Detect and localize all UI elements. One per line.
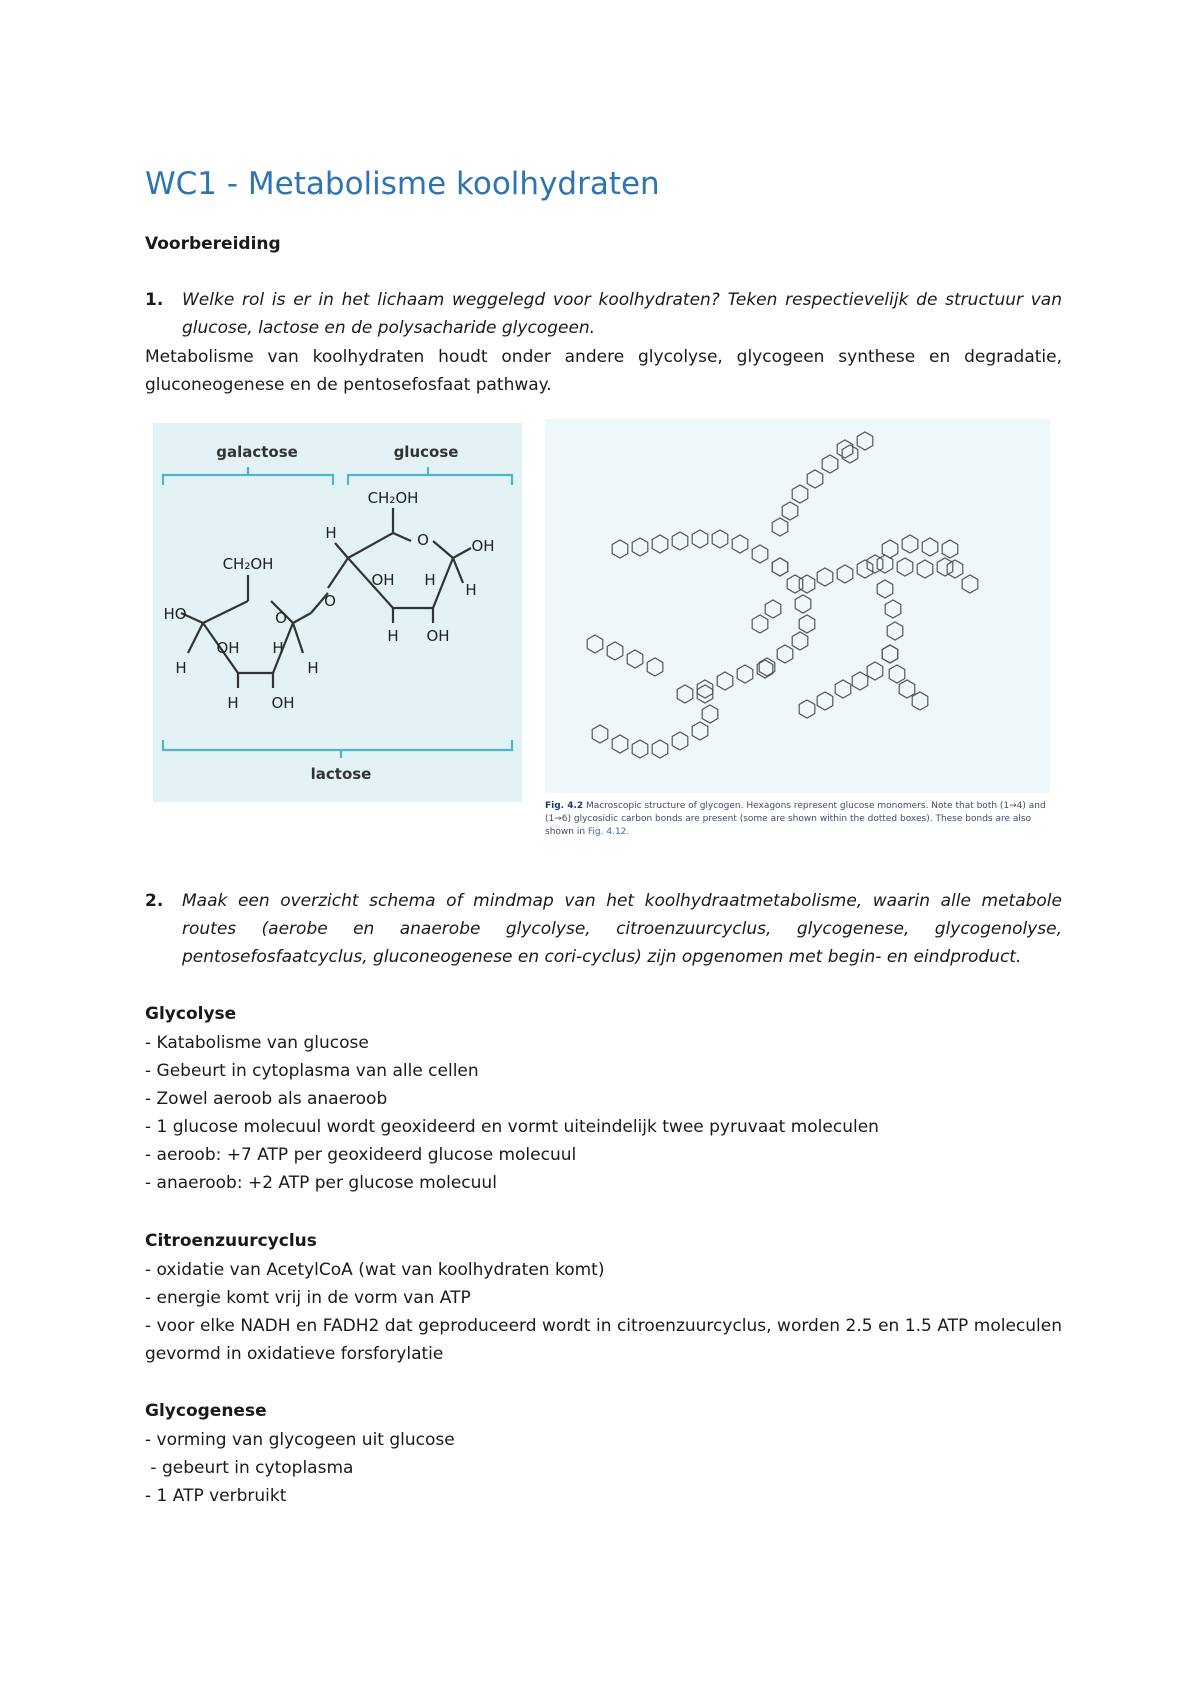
glucose-monomer-hexagon [857,432,873,450]
glycosidic-oxygen: O [324,592,336,610]
list-item: - gebeurt in cytoplasma [145,1458,354,1478]
glucose-monomer-hexagon [652,535,668,553]
question-2-text: Maak een overzicht schema of mindmap van het koolhydraatmetabolisme, waarin alle metabole routes (aerobe en anaerobe glycolyse, citroenzuurcyclus, glycogenese, glycogenolyse, pentosefosfaatcyclus, gluconeogenese en cori-cyclus) zijn opgenomen met begin- en eindproduct. [182,891,1062,967]
caption-text: Macroscopic structure of glycogen. Hexagons represent glucose monomers. Note that both (1→4) and (1→6) glycosidic carbon bonds are present (some are shown within the dotted boxes). These bonds are also shown in [545,801,1046,837]
glucose-monomer-hexagon [795,595,811,613]
glycolyse-list [145,1029,1062,1197]
glucose-monomer-hexagon [732,535,748,553]
glucose-monomer-hexagon [787,575,803,593]
glucose-h: H [424,571,436,589]
glucose-monomer-hexagon [672,532,688,550]
list-item: - 1 glucose molecuul wordt geoxideerd en vormt uiteindelijk twee pyruvaat moleculen [145,1117,879,1137]
glucose-monomer-hexagon [799,575,815,593]
glucose-monomer-hexagon [837,565,853,583]
glucose-bracket [348,467,512,485]
glucose-monomer-hexagon [917,560,933,578]
glucose-monomer-hexagon [937,558,953,576]
galactose-oh: OH [271,694,295,712]
glucose-monomer-hexagon [799,615,815,633]
glucose-monomer-hexagon [897,558,913,576]
glucose-monomer-hexagon [882,540,898,558]
glucose-monomer-hexagon [962,575,978,593]
glucose-monomer-hexagon [672,732,688,750]
glucose-monomer-hexagon [867,555,883,573]
glucose-monomer-hexagon [947,560,963,578]
glucose-monomer-hexagon [792,485,808,503]
glucose-monomer-hexagon [902,535,918,553]
glucose-monomer-hexagon [697,685,713,703]
glucose-monomer-hexagon [877,580,893,598]
glucose-h: H [387,627,399,645]
caption-figure-link[interactable]: Fig. 4.12. [587,827,630,837]
lactose-structure-drawing [153,423,522,802]
list-item: - Katabolisme van glucose [145,1033,369,1053]
glucose-monomer-hexagon [772,518,788,536]
glucose-monomer-hexagon [807,470,823,488]
glucose-monomer-hexagon [882,645,898,663]
glucose-monomer-hexagon [912,692,928,710]
glucose-monomer-hexagon [889,665,905,683]
question-1-answer: Metabolisme van koolhydraten houdt onder andere glycolyse, glycogeen synthese en degradatie, gluconeogenese en de pentosefosfaat pathway. [145,347,1062,395]
prep-heading: Voorbereiding [145,234,281,254]
galactose-h: H [227,694,239,712]
glucose-monomer-hexagon [942,540,958,558]
page-title: WC1 - Metabolisme koolhydraten [145,166,660,202]
galactose-ring-oxygen: O [275,609,287,627]
glucose-ring [348,533,453,608]
list-item: - energie komt vrij in de vorm van ATP [145,1288,471,1308]
glucose-label: glucose [393,443,459,461]
question-2-number: 2. [145,891,164,911]
glucose-monomer-hexagon [799,700,815,718]
lactose-structure-figure [153,423,522,802]
glucose-monomer-hexagon [922,538,938,556]
glucose-monomer-hexagon [702,705,718,723]
glucose-monomer-hexagon [632,538,648,556]
glucose-h: H [465,581,477,599]
lactose-label: lactose [310,765,372,783]
glucose-ring-oxygen: O [417,531,429,549]
glucose-monomer-hexagon [587,635,603,653]
caption-figure-number: Fig. 4.2 [545,801,584,811]
glucose-monomer-hexagon [627,650,643,668]
glucose-monomer-hexagon [697,680,713,698]
glucose-monomer-hexagon [899,680,915,698]
glucose-monomer-hexagon [792,632,808,650]
glucose-monomer-hexagon [772,558,788,576]
question-1-text: Welke rol is er in het lichaam weggelegd voor koolhydraten? Teken respectievelijk de structuur van glucose, lactose en de polysacharide glycogeen. [182,290,1062,338]
glucose-monomer-hexagon [612,735,628,753]
glucose-monomer-hexagon [822,455,838,473]
list-item: - vorming van glycogeen uit glucose [145,1430,455,1450]
glucose-monomer-hexagon [677,685,693,703]
glucose-monomer-hexagon [652,740,668,758]
galactose-bracket [163,467,333,485]
list-item: - 1 ATP verbruikt [145,1486,287,1506]
galactose-h: H [307,659,319,677]
glycogenese-list [145,1426,1062,1510]
glucose-monomer-hexagon [752,545,768,563]
glucose-monomer-hexagon [712,530,728,548]
galactose-ho: HO [163,605,187,623]
galactose-h: H [175,659,187,677]
glucose-ch2oh: CH₂OH [367,489,419,507]
glucose-monomer-hexagon [835,680,851,698]
glucose-monomer-hexagon [817,568,833,586]
glucose-monomer-hexagon [867,662,883,680]
galactose-label: galactose [216,443,298,461]
glucose-monomer-hexagon [777,645,793,663]
glucose-monomer-hexagon [737,665,753,683]
glucose-monomer-hexagon [632,740,648,758]
citroenzuurcyclus-heading: Citroenzuurcyclus [145,1231,317,1251]
glucose-monomer-hexagon [647,658,663,676]
glycogen-figure-caption [545,800,1050,839]
list-item: - anaeroob: +2 ATP per glucose molecuul [145,1173,497,1193]
glucose-monomer-hexagon [817,692,833,710]
lactose-bracket [163,740,512,758]
citroenzuurcyclus-list [145,1256,1062,1368]
glucose-monomer-hexagon [782,502,798,520]
glucose-monomer-hexagon [717,672,733,690]
galactose-oh: OH [216,639,240,657]
glucose-monomer-hexagon [885,600,901,618]
glucose-oh: OH [426,627,450,645]
glucose-monomer-hexagon [692,722,708,740]
glucose-monomer-hexagon [887,622,903,640]
glucose-monomer-hexagon [837,440,853,458]
glucose-monomer-hexagon [607,642,623,660]
glucose-monomer-hexagon [765,600,781,618]
glucose-monomer-hexagon [857,560,873,578]
galactose-h: H [272,639,284,657]
list-item: - Gebeurt in cytoplasma van alle cellen [145,1061,479,1081]
glucose-monomer-hexagon [852,672,868,690]
glycolyse-heading: Glycolyse [145,1004,237,1024]
question-1-number: 1. [145,290,164,310]
list-item: - oxidatie van AcetylCoA (wat van koolhydraten komt) [145,1260,605,1280]
glucose-h: H [325,524,337,542]
glycogen-structure-drawing [545,419,1050,793]
glucose-monomer-hexagon [692,530,708,548]
glucose-oh: OH [471,537,495,555]
glucose-monomer-hexagon [842,445,858,463]
list-item: - aeroob: +7 ATP per geoxideerd glucose molecuul [145,1145,577,1165]
glucose-monomer-hexagon [592,725,608,743]
glycogenese-heading: Glycogenese [145,1401,267,1421]
galactose-ch2oh: CH₂OH [222,555,274,573]
list-item: - Zowel aeroob als anaeroob [145,1089,388,1109]
glucose-oh: OH [371,571,395,589]
list-item: - voor elke NADH en FADH2 dat geproduceerd wordt in citroenzuurcyclus, worden 2.5 en 1.5 ATP moleculen gevormd in oxidatieve forsforylatie [145,1316,1062,1364]
glucose-monomer-hexagon [752,615,768,633]
glycogen-structure-figure [545,419,1050,793]
glucose-monomer-hexagon [612,540,628,558]
